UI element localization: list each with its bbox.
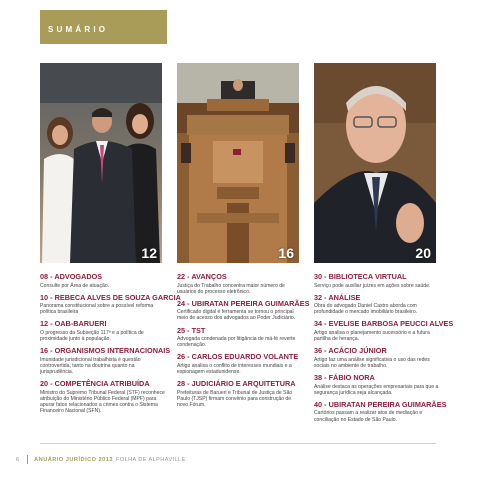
toc-entry[interactable] (177, 273, 302, 295)
toc-entry-description: Imunidade jurisdicional trabalhista é questão controvertida, tanto na doutrina quanto na jurisprudência. (40, 356, 141, 376)
publication-name: ANUÁRIO JURÍDICO 2013 (34, 456, 114, 463)
toc-entry-description: Obra do advogado Daniel Castro aborda com profundidade o mercado imobiliário brasileiro. (314, 303, 418, 316)
toc-entry-title: 40 - UBIRATAN PEREIRA GUIMARÃES (314, 399, 447, 409)
toc-entry[interactable] (314, 374, 439, 396)
toc-entry-title: 32 - ANÁLISE (314, 292, 361, 302)
toc-entry[interactable] (40, 346, 171, 376)
toc-entry-description: Artigo analisa o conflito de interesses mundiais e a espionagem estadunidense. (177, 362, 292, 376)
toc-entry[interactable] (177, 298, 310, 322)
toc-entry[interactable] (314, 399, 447, 423)
toc-entry-description: Panorama constitucional sobre a possível reforma política brasileira (40, 303, 154, 316)
toc-entry-description: Justiça do Trabalho concentra maior número de usuários do processo eletrônico. (177, 282, 285, 295)
toc-entry[interactable] (40, 380, 165, 414)
toc-entry-title: 12 - OAB-BARUERI (40, 319, 107, 329)
section-banner (40, 10, 167, 44)
toc-entry-description: O progresso da Subseção 117ª e a política de proximidade junto à população. (40, 330, 144, 343)
toc-entry[interactable] (314, 273, 439, 289)
toc-entry-description: Artigo faz uma análise significativa o uso das redes sociais no ambiente de trabalho. (314, 356, 430, 369)
toc-entry-description: Certificado digital é ferramenta se tornou o principal meio de acesso dos advogados ao Poder Judiciário. (177, 309, 296, 322)
toc-entry-title: 30 - BIBLIOTECA VIRTUAL (314, 272, 407, 281)
toc-entry-title: 34 - EVELISE BARBOSA PEUCCI ALVES (314, 319, 454, 329)
toc-column-3 (314, 272, 454, 428)
photo-courtroom-image (177, 63, 299, 263)
toc-column-2 (177, 272, 310, 413)
toc-entry-description: Cartórios passam a realizar atos de mediação e conciliação no Estado de São Paulo. (314, 410, 423, 423)
photo-courtroom (177, 63, 299, 263)
photo-portrait (314, 63, 436, 263)
photo-page-number: 12 (141, 245, 157, 261)
toc-entry-title: 20 - COMPETÊNCIA ATRIBUÍDA (40, 379, 150, 389)
toc-entry[interactable] (314, 347, 439, 369)
toc-entry-description: Prefeituras de Barueri e Tribunal de Justiça de São Paulo (TJSP) firmam convênio para construção de novo Fórum. (177, 389, 293, 408)
toc-entry[interactable] (40, 292, 181, 316)
photo-portrait-image (314, 63, 436, 263)
toc-entry-description: Análise destaca as operações empresariais para que a segurança jurídica seja alcançada. (314, 383, 439, 396)
photo-people (40, 63, 162, 263)
toc-entry-description: Artigo analisa o planejamento sucessório e a futura partilha de herança. (314, 330, 430, 343)
section-label: SUMÁRIO (48, 25, 109, 34)
toc-entry-title: 10 - REBECA ALVES DE SOUZA GARCIA (40, 292, 181, 302)
toc-column-1 (40, 272, 181, 419)
toc-entry[interactable] (314, 319, 454, 343)
toc-entry-title: 36 - ACÁCIO JÚNIOR (314, 346, 387, 356)
toc-entry-title: 38 - FÁBIO NORA (314, 373, 375, 383)
toc-entry-title: 22 - AVANÇOS (177, 272, 227, 281)
page-footer (16, 455, 186, 464)
toc-entry-title: 08 - ADVOGADOS (40, 272, 103, 281)
toc-entry-description: Consulte por Área de atuação. (40, 282, 110, 289)
toc-entry[interactable] (40, 320, 165, 342)
footer-divider (40, 443, 436, 444)
toc-entry-description: Advogada condenada por litigância de má-fé reverte condenação. (177, 336, 296, 349)
footer-separator (27, 455, 28, 464)
toc-entry-description: Ministro do Supremo Tribunal Federal (STF) reconhece atribuição do Ministério Público Federal (MPF) para apurar fatos relacionados a crimes contra o Sistema Financeiro Nacional (SFN). (40, 389, 165, 414)
toc-entry-description: Serviço pode auxiliar juízes em ações sobre saúde. (314, 282, 431, 289)
toc-entry[interactable] (177, 327, 302, 349)
toc-entry-title: 24 - UBIRATAN PEREIRA GUIMARÃES (177, 298, 310, 308)
toc-entry[interactable] (314, 294, 439, 316)
toc-entry-title: 16 - ORGANISMOS INTERNACIONAIS (40, 346, 171, 356)
toc-entry-title: 28 - JUDICIÁRIO E ARQUITETURA (177, 379, 296, 389)
page-number: 6 (16, 456, 20, 463)
toc-entry[interactable] (177, 380, 302, 408)
photo-people-image (40, 63, 162, 263)
toc-entry[interactable] (177, 353, 302, 375)
photo-page-number: 20 (415, 245, 431, 261)
toc-entry[interactable] (40, 273, 165, 289)
photo-page-number: 16 (278, 245, 294, 261)
toc-entry-title: 25 - TST (177, 325, 206, 335)
toc-entry-title: 26 - CARLOS EDUARDO VOLANTE (177, 352, 299, 362)
magazine-name: FOLHA DE ALPHAVILLE (116, 456, 186, 463)
